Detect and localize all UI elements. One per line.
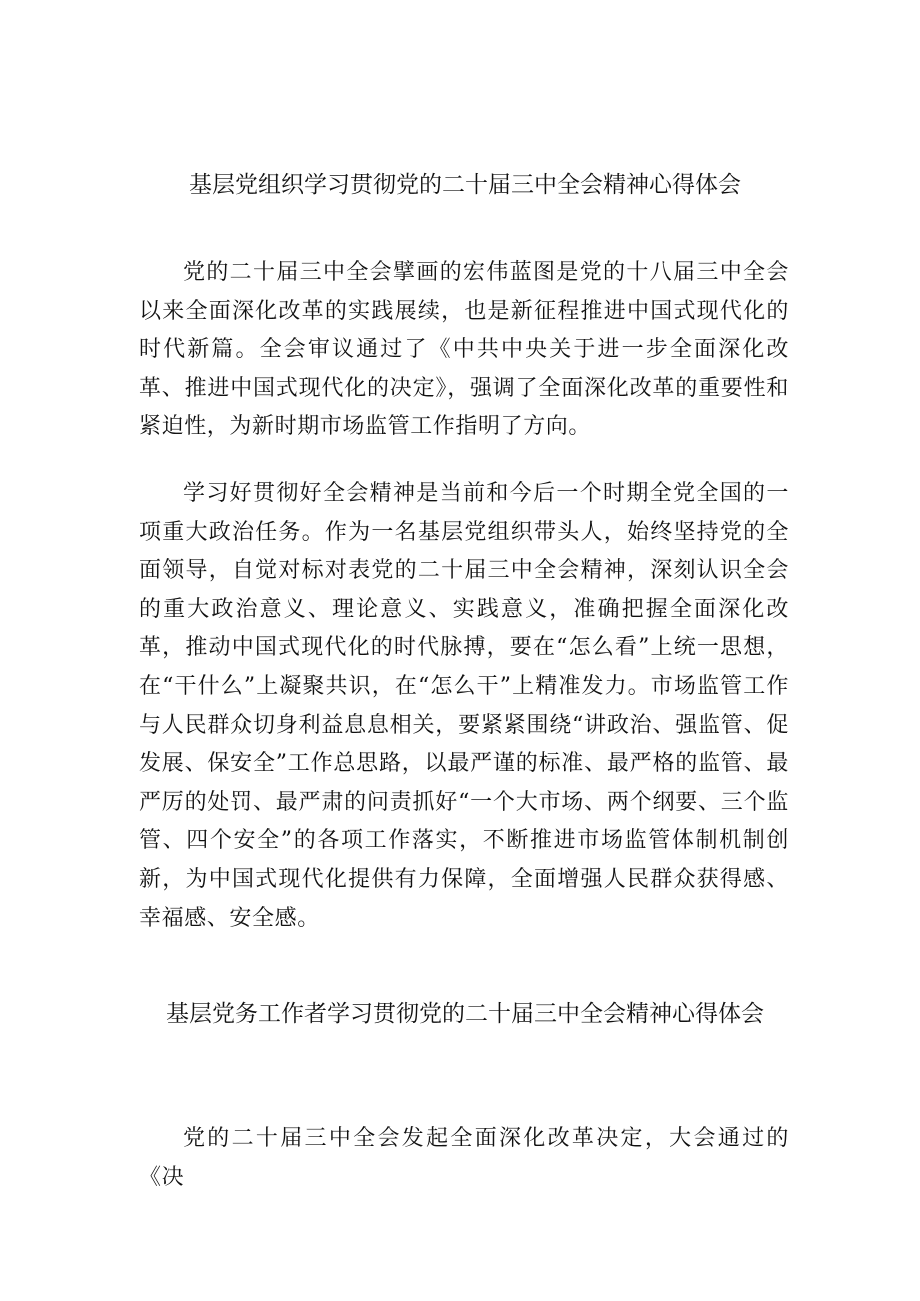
document-title-1: 基层党组织学习贯彻党的二十届三中全会精神心得体会 <box>189 172 741 198</box>
paragraph-2: 学习好贯彻好全会精神是当前和今后一个时期全党全国的一项重大政治任务。作为一名基层党组织带头人，始终坚持党的全面领导，自觉对标对表党的二十届三中全会精神，深刻认识全会的重大政治意义、理论意义、实践意义，准确把握全面深化改革，推动中国式现代化的时代脉搏，要在“怎么看”上统一思想，在“干什么”上凝聚共识，在“怎么干”上精准发力。市场监管工作与人民群众切身利益息息相关，要紧紧围绕“讲政治、强监管、促发展、保安全”工作总思路，以最严谨的标准、最严格的监管、最严厉的处罚、最严肃的问责抓好“一个大市场、两个纲要、三个监管、四个安全”的各项工作落实，不断推进市场监管体制机制创新，为中国式现代化提供有力保障，全面增强人民群众获得感、幸福感、安全感。 <box>139 481 789 931</box>
paragraph-1: 党的二十届三中全会擘画的宏伟蓝图是党的十八届三中全会以来全面深化改革的实践展续，也是新征程推进中国式现代化的时代新篇。全会审议通过了《中共中央关于进一步全面深化改革、推进中国式现代化的决定》，强调了全面深化改革的重要性和紧迫性，为新时期市场监管工作指明了方向。 <box>139 260 789 440</box>
paragraph-3: 党的二十届三中全会发起全面深化改革决定，大会通过的《决 <box>139 1126 789 1190</box>
document-title-2: 基层党务工作者学习贯彻党的二十届三中全会精神心得体会 <box>166 1001 764 1027</box>
